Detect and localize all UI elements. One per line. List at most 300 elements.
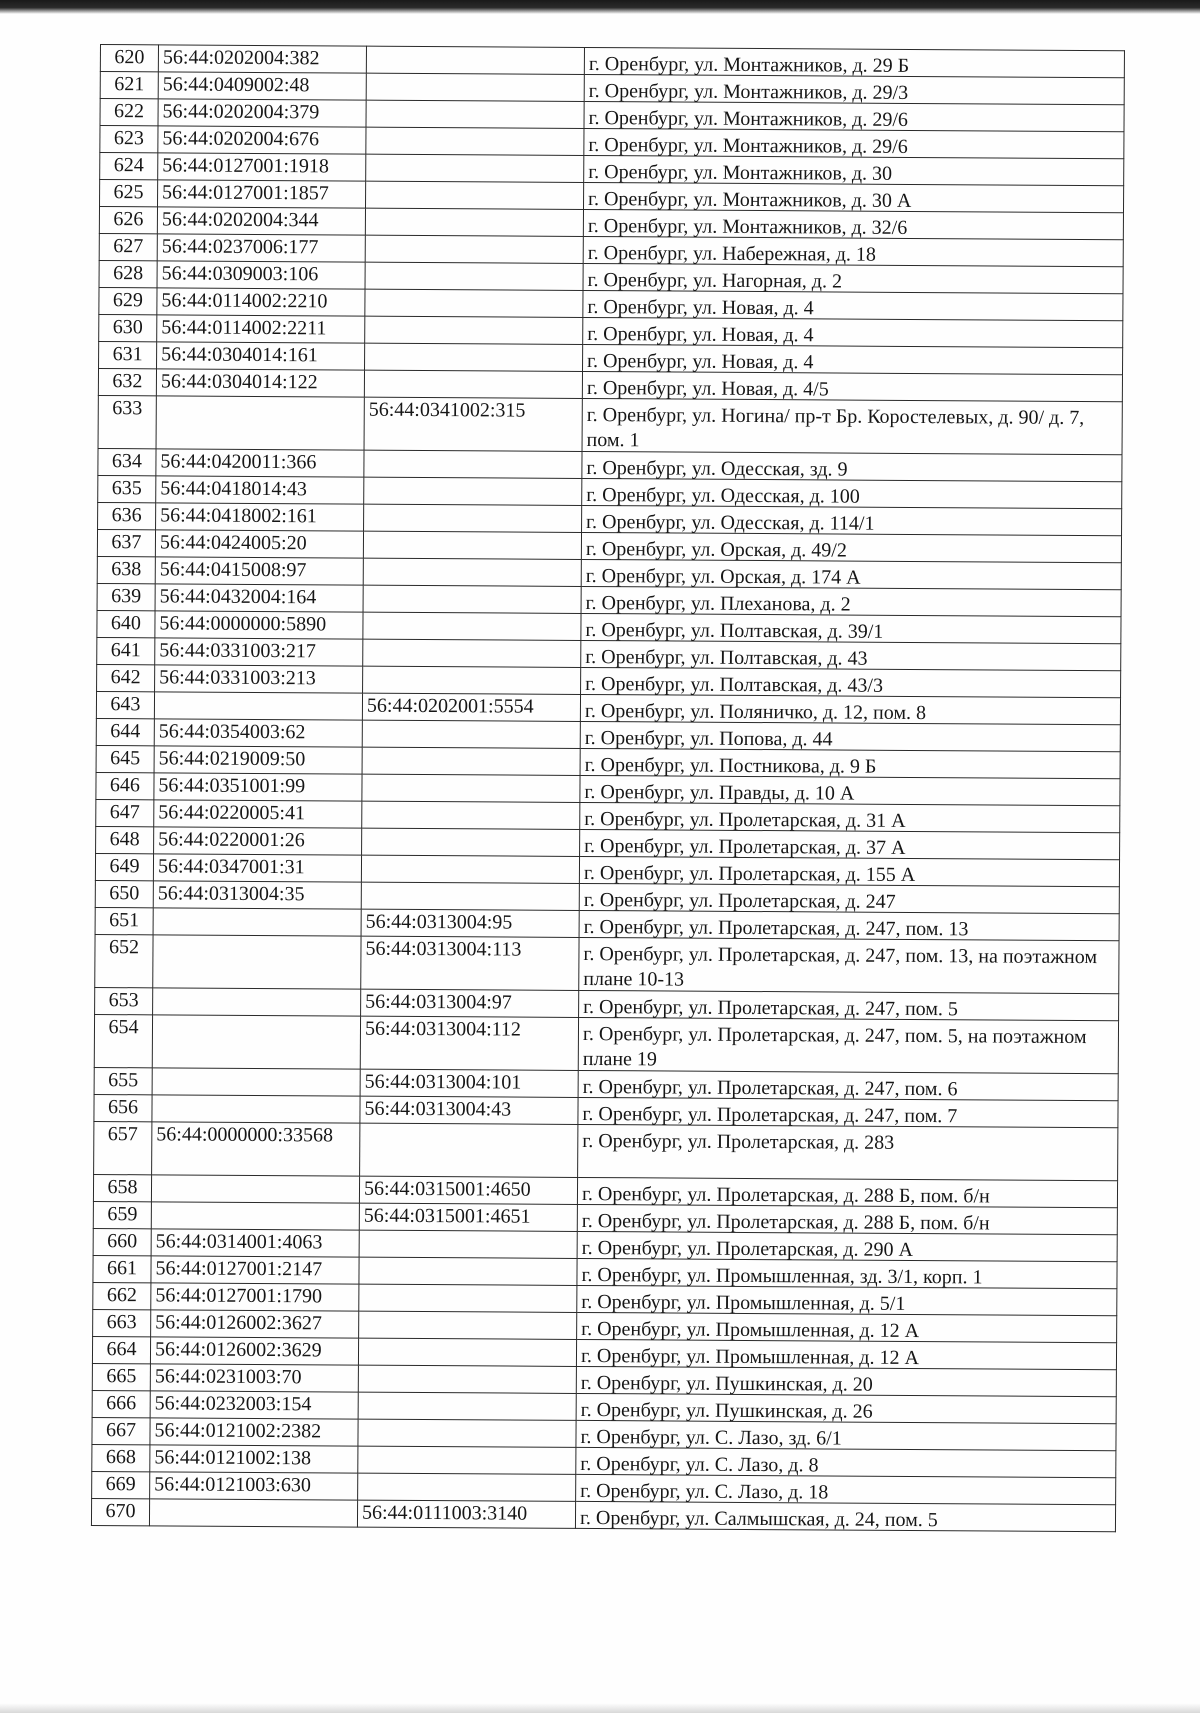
cadastral-number-land-text: 56:44:0418014:43 [160, 477, 308, 501]
cadastral-number-land-text: 56:44:0309003:106 [161, 262, 319, 286]
address-text: г. Оренбург, ул. Пролетарская, д. 31 А [584, 807, 906, 832]
table-cell-cadastral-number-land [158, 126, 366, 154]
table-cell-cadastral-number-land [157, 315, 365, 343]
table-cell-cadastral-number-premises [361, 855, 579, 883]
cadastral-number-premises-text: 56:44:0111003:3140 [361, 1501, 528, 1525]
table-cell-cadastral-number-premises [365, 289, 583, 317]
address-text: г. Оренбург, ул. Полтавская, д. 39/1 [585, 618, 884, 643]
table-cell-cadastral-number-premises [366, 100, 584, 128]
row-number-text: 655 [108, 1069, 139, 1092]
table-cell-cadastral-number-premises [365, 316, 583, 344]
cadastral-number-land-text: 56:44:0418002:161 [160, 504, 317, 528]
cadastral-number-land-text: 56:44:0409002:48 [162, 73, 310, 97]
cadastral-number-land-text: 56:44:0121002:138 [154, 1446, 312, 1470]
table-cell-cadastral-number-premises [359, 1230, 577, 1258]
table-cell-row-number [96, 718, 154, 745]
address-text: г. Оренбург, ул. Пролетарская, д. 247 [583, 888, 896, 913]
row-number-text: 622 [114, 100, 145, 123]
cadastral-number-premises-text: 56:44:0315001:4650 [363, 1177, 531, 1201]
cadastral-number-land-text: 56:44:0220005:41 [158, 801, 306, 825]
cadastral-number-land-text: 56:44:0351001:99 [158, 774, 306, 798]
table-cell-cadastral-number-premises [361, 989, 579, 1017]
address-text: г. Оренбург, ул. Пролетарская, д. 247, пом. 6 [582, 1075, 958, 1101]
table-cell-row-number [100, 180, 158, 207]
address-text: г. Оренбург, ул. Новая, д. 4 [587, 295, 814, 320]
address-text: г. Оренбург, ул. С. Лазо, д. 18 [580, 1479, 829, 1504]
row-number-text: 647 [109, 801, 140, 824]
cadastral-number-land-text: 56:44:0000000:33568 [156, 1123, 334, 1147]
table-cell-row-number [96, 799, 154, 826]
table-cell-row-number [93, 1201, 151, 1228]
address-text: г. Оренбург, ул. Монтажников, д. 30 А [587, 187, 912, 212]
table-cell-cadastral-number-premises [358, 1419, 576, 1447]
row-number-text: 656 [107, 1096, 139, 1119]
cadastral-number-land-text: 56:44:0313004:35 [157, 882, 305, 906]
table-cell-row-number [92, 1336, 150, 1363]
table-cell-cadastral-number-land [156, 449, 364, 477]
table-cell-cadastral-number-premises [361, 936, 579, 990]
cadastral-number-land-text: 56:44:0420011:366 [160, 450, 317, 474]
row-number-text: 640 [110, 612, 142, 635]
table-cell-row-number [99, 260, 157, 287]
address-text: г. Оренбург, ул. Пролетарская, д. 37 А [584, 834, 906, 859]
table-cell-cadastral-number-premises [366, 46, 584, 74]
table-cell-row-number [97, 583, 155, 610]
table-cell-row-number [100, 72, 158, 99]
table-cell-row-number [95, 987, 153, 1014]
row-number-text: 621 [114, 73, 145, 96]
row-number-text: 653 [108, 989, 139, 1012]
table-cell-cadastral-number-land [151, 1310, 359, 1338]
table-cell-cadastral-number-land [154, 773, 362, 801]
table-cell-cadastral-number-premises [364, 370, 582, 398]
table-cell-row-number [95, 907, 153, 934]
table-cell-row-number [98, 448, 156, 475]
cadastral-number-premises-text: 56:44:0341002:315 [368, 398, 526, 422]
table-cell-cadastral-number-land [153, 908, 361, 936]
table-cell-cadastral-number-land [158, 72, 366, 100]
table-cell-cadastral-number-land [152, 1095, 360, 1123]
table-cell-cadastral-number-land [154, 719, 362, 747]
table-cell-cadastral-number-land [152, 1122, 360, 1176]
table-cell-cadastral-number-land [151, 1175, 359, 1203]
row-number-text: 646 [109, 774, 141, 797]
table-cell-cadastral-number-land [158, 99, 366, 127]
cadastral-number-premises-text: 56:44:0313004:95 [365, 910, 513, 934]
cadastral-number-land-text: 56:44:0000000:5890 [159, 612, 327, 636]
table-cell-cadastral-number-land [158, 45, 366, 73]
table-cell-cadastral-number-premises [358, 1338, 576, 1366]
table-cell-row-number [97, 637, 155, 664]
table-cell-address [582, 451, 1122, 481]
row-number-text: 637 [111, 531, 142, 554]
cadastral-number-land-text: 56:44:0415008:97 [159, 558, 307, 582]
cadastral-number-land-text: 56:44:0220001:26 [158, 828, 305, 852]
cadastral-number-land-text: 56:44:0432004:164 [159, 585, 317, 609]
address-text: г. Оренбург, ул. Поляничко, д. 12, пом. 8 [584, 699, 927, 725]
address-text: г. Оренбург, ул. Ногина/ пр-т Бр. Коростелевых, д. 90/ д. 7, пом. 1 [586, 403, 1085, 452]
row-number-text: 670 [105, 1500, 136, 1523]
row-number-text: 651 [109, 909, 140, 932]
table-cell-row-number [99, 314, 157, 341]
cadastral-number-land-text: 56:44:0232003:154 [154, 1392, 312, 1416]
table-cell-cadastral-number-land [157, 261, 365, 289]
cadastral-number-land-text: 56:44:0424005:20 [159, 531, 307, 555]
table-cell-cadastral-number-land [155, 611, 363, 639]
table-cell-cadastral-number-land [155, 557, 363, 585]
table-cell-row-number [97, 664, 155, 691]
row-number-text: 623 [113, 127, 144, 150]
address-text: г. Оренбург, ул. Одесская, д. 100 [586, 483, 860, 508]
row-number-text: 650 [109, 882, 140, 905]
table-cell-cadastral-number-land [157, 207, 365, 235]
row-number-text: 661 [106, 1257, 138, 1280]
cadastral-number-premises-text: 56:44:0313004:43 [364, 1097, 512, 1121]
address-text: г. Оренбург, ул. Пролетарская, д. 247, пом. 5 [583, 995, 959, 1021]
table-cell-cadastral-number-land [151, 1202, 359, 1230]
table-cell-row-number [93, 1228, 151, 1255]
table-row [95, 934, 1119, 993]
table-cell-row-number [92, 1444, 150, 1471]
table-cell-address [582, 398, 1122, 454]
table-cell-cadastral-number-premises [363, 558, 581, 586]
table-cell-cadastral-number-premises [366, 181, 584, 209]
cadastral-number-land-text: 56:44:0126002:3627 [155, 1311, 322, 1335]
table-cell-row-number [94, 1067, 152, 1094]
row-number-text: 645 [110, 747, 141, 770]
table-cell-cadastral-number-land [150, 1445, 358, 1473]
table-cell-cadastral-number-land [155, 638, 363, 666]
row-number-text: 643 [110, 693, 141, 716]
table-cell-cadastral-number-land [153, 988, 361, 1016]
table-cell-cadastral-number-premises [361, 909, 579, 937]
table-cell-address [578, 1070, 1118, 1100]
cadastral-number-land-text: 56:44:0202004:344 [161, 208, 319, 232]
row-number-text: 659 [107, 1203, 138, 1226]
address-text: г. Оренбург, ул. Новая, д. 4/5 [586, 376, 829, 401]
table-cell-row-number [98, 395, 156, 448]
row-number-text: 631 [112, 343, 143, 366]
table-cell-address [577, 1177, 1117, 1207]
table-cell-row-number [95, 934, 153, 987]
table-cell-address [579, 937, 1119, 993]
cadastral-number-land-text: 56:44:0314001:4063 [155, 1230, 323, 1254]
address-text: г. Оренбург, ул. Пролетарская, д. 247, пом. 7 [582, 1102, 958, 1128]
cadastral-number-land-text: 56:44:0237006:177 [161, 235, 319, 259]
table-cell-cadastral-number-land [156, 503, 364, 531]
row-number-text: 624 [113, 154, 144, 177]
cadastral-number-land-text: 56:44:0202004:676 [162, 127, 320, 151]
row-number-text: 634 [111, 450, 143, 473]
row-number-text: 644 [110, 720, 141, 743]
address-text: г. Оренбург, ул. Нагорная, д. 2 [587, 268, 843, 293]
cadastral-number-land-text: 56:44:0331003:217 [159, 639, 317, 663]
table-cell-cadastral-number-premises [363, 585, 581, 613]
table-cell-cadastral-number-premises [362, 801, 580, 829]
table-cell-cadastral-number-land [152, 1015, 360, 1069]
table-cell-cadastral-number-premises [360, 1123, 578, 1177]
scan-edge-bottom [0, 1703, 1200, 1713]
table-cell-cadastral-number-premises [360, 1096, 578, 1124]
table-cell-row-number [92, 1363, 150, 1390]
address-text: г. Оренбург, ул. Полтавская, д. 43/3 [585, 672, 884, 697]
table-cell-cadastral-number-premises [362, 693, 580, 721]
table-cell-cadastral-number-premises [364, 504, 582, 532]
table-cell-cadastral-number-land [150, 1391, 358, 1419]
table-cell-cadastral-number-premises [366, 154, 584, 182]
cadastral-number-land-text: 56:44:0347001:31 [157, 855, 305, 879]
table-cell-cadastral-number-land [154, 746, 362, 774]
row-number-text: 658 [107, 1176, 138, 1199]
row-number-text: 632 [112, 370, 143, 393]
address-text: г. Оренбург, ул. Правды, д. 10 А [584, 780, 855, 805]
table-cell-cadastral-number-premises [359, 1203, 577, 1231]
table-cell-cadastral-number-premises [365, 343, 583, 371]
table-cell-cadastral-number-premises [359, 1176, 577, 1204]
table-cell-cadastral-number-land [151, 1283, 359, 1311]
row-number-text: 620 [114, 46, 145, 69]
table-cell-row-number [96, 772, 154, 799]
cadastral-number-land-text: 56:44:0231003:70 [154, 1365, 302, 1389]
row-number-text: 662 [106, 1284, 137, 1307]
table-cell-row-number [92, 1390, 150, 1417]
cadastral-number-premises-text: 56:44:0202001:5554 [366, 694, 534, 718]
row-number-text: 642 [110, 666, 141, 689]
table-cell-row-number [100, 45, 158, 72]
cadastral-number-land-text: 56:44:0126002:3629 [154, 1338, 322, 1362]
table-cell-cadastral-number-land [154, 800, 362, 828]
table-cell-cadastral-number-premises [361, 882, 579, 910]
row-number-text: 635 [111, 477, 142, 500]
address-text: г. Оренбург, ул. С. Лазо, д. 8 [580, 1452, 819, 1477]
table-cell-row-number [99, 341, 157, 368]
table-cell-cadastral-number-land [152, 1068, 360, 1096]
table-cell-row-number [95, 853, 153, 880]
table-cell-cadastral-number-land [153, 854, 361, 882]
row-number-text: 641 [110, 639, 141, 662]
cadastral-number-premises-text: 56:44:0313004:101 [364, 1070, 522, 1094]
address-text: г. Оренбург, ул. Монтажников, д. 30 [588, 160, 893, 185]
table-cell-cadastral-number-premises [360, 1016, 578, 1070]
row-number-text: 638 [111, 558, 142, 581]
table-cell-cadastral-number-land [156, 396, 364, 450]
table-cell-cadastral-number-land [157, 342, 365, 370]
table-cell-row-number [96, 745, 154, 772]
table-cell-row-number [100, 99, 158, 126]
table-cell-cadastral-number-land [158, 180, 366, 208]
table-cell-cadastral-number-land [157, 234, 365, 262]
address-text: г. Оренбург, ул. Пролетарская, д. 247, пом. 5, на поэтажном плане 19 [582, 1022, 1087, 1071]
row-number-text: 666 [106, 1392, 137, 1415]
row-number-text: 668 [105, 1446, 136, 1469]
row-number-text: 633 [112, 397, 143, 420]
address-text: г. Оренбург, ул. Промышленная, д. 12 А [580, 1344, 920, 1370]
address-text: г. Оренбург, ул. Постникова, д. 9 Б [584, 753, 877, 778]
table-cell-cadastral-number-premises [359, 1284, 577, 1312]
row-number-text: 636 [111, 504, 142, 527]
cadastral-number-land-text: 56:44:0219009:50 [158, 747, 306, 771]
cadastral-number-land-text: 56:44:0354003:62 [158, 720, 306, 744]
table-cell-row-number [93, 1309, 151, 1336]
table-cell-cadastral-number-premises [362, 774, 580, 802]
address-text: г. Оренбург, ул. Монтажников, д. 29/6 [588, 133, 908, 158]
table-cell-row-number [96, 826, 154, 853]
row-number-text: 667 [105, 1419, 137, 1442]
row-number-text: 657 [107, 1123, 138, 1146]
table-cell-cadastral-number-premises [363, 639, 581, 667]
table-cell-row-number [94, 1014, 152, 1067]
table-cell-cadastral-number-land [150, 1472, 358, 1500]
address-text: г. Оренбург, ул. Салмышская, д. 24, пом. 5 [579, 1506, 938, 1532]
table-cell-cadastral-number-premises [364, 397, 582, 451]
table-body [91, 45, 1124, 1532]
cadastral-number-premises-text: 56:44:0313004:97 [365, 990, 512, 1014]
table-cell-row-number [98, 475, 156, 502]
table-cell-row-number [95, 880, 153, 907]
table-cell-cadastral-number-premises [364, 450, 582, 478]
table-row [94, 1014, 1118, 1073]
address-text: г. Оренбург, ул. Полтавская, д. 43 [585, 645, 868, 670]
row-number-text: 625 [113, 181, 144, 204]
cadastral-number-land-text: 56:44:0304014:161 [161, 343, 318, 367]
table-cell-cadastral-number-premises [364, 477, 582, 505]
table-cell-cadastral-number-premises [363, 612, 581, 640]
table-cell-row-number [94, 1094, 152, 1121]
table-cell-cadastral-number-land [157, 288, 365, 316]
address-text: г. Оренбург, ул. Орская, д. 174 А [585, 564, 861, 589]
table-cell-row-number [99, 233, 157, 260]
cadastral-number-premises-text: 56:44:0313004:112 [364, 1017, 521, 1041]
row-number-text: 627 [113, 235, 144, 258]
table-cell-row-number [93, 1255, 151, 1282]
address-text: г. Оренбург, ул. Пушкинская, д. 20 [580, 1371, 873, 1396]
row-number-text: 648 [109, 828, 140, 851]
table-cell-cadastral-number-premises [358, 1446, 576, 1474]
property-table [91, 44, 1125, 1532]
row-number-text: 626 [113, 208, 144, 231]
table-cell-cadastral-number-premises [358, 1392, 576, 1420]
row-number-text: 639 [111, 585, 142, 608]
table-cell-cadastral-number-premises [365, 235, 583, 263]
table-cell-cadastral-number-premises [359, 1311, 577, 1339]
table-cell-row-number [99, 207, 157, 234]
table-cell-address [578, 1017, 1118, 1073]
cadastral-number-premises-text: 56:44:0313004:113 [365, 937, 522, 961]
cadastral-number-land-text: 56:44:0121002:2382 [154, 1419, 322, 1443]
cadastral-number-premises-text: 56:44:0315001:4651 [363, 1204, 531, 1228]
table-cell-row-number [100, 126, 158, 153]
table-cell-cadastral-number-land [153, 935, 361, 989]
cadastral-number-land-text: 56:44:0331003:213 [159, 666, 316, 690]
cadastral-number-land-text: 56:44:0127001:1918 [162, 154, 329, 178]
table-cell-cadastral-number-premises [362, 720, 580, 748]
row-number-text: 652 [108, 936, 140, 959]
row-number-text: 649 [109, 855, 140, 878]
table-cell-cadastral-number-land [150, 1418, 358, 1446]
row-number-text: 669 [105, 1473, 136, 1496]
row-number-text: 630 [112, 316, 143, 339]
address-text: г. Оренбург, ул. Пушкинская, д. 26 [580, 1398, 873, 1423]
table-cell-row-number [97, 529, 155, 556]
table-cell-address [584, 47, 1124, 77]
table-cell-row-number [92, 1471, 150, 1498]
table-cell-cadastral-number-land [150, 1364, 358, 1392]
table-cell-cadastral-number-premises [363, 531, 581, 559]
table-cell-cadastral-number-land [151, 1256, 359, 1284]
address-text: г. Оренбург, ул. Пролетарская, д. 283 [582, 1129, 895, 1154]
table-cell-cadastral-number-land [151, 1229, 359, 1257]
table-cell-row-number [91, 1498, 149, 1525]
cadastral-number-land-text: 56:44:0127001:1857 [162, 181, 329, 205]
table-cell-cadastral-number-premises [358, 1365, 576, 1393]
address-text: г. Оренбург, ул. Промышленная, д. 5/1 [581, 1290, 906, 1315]
address-text: г. Оренбург, ул. Попова, д. 44 [584, 726, 833, 751]
table-cell-cadastral-number-premises [357, 1500, 575, 1528]
table-cell-cadastral-number-land [155, 584, 363, 612]
address-text: г. Оренбург, ул. Новая, д. 4 [587, 322, 814, 347]
row-number-text: 629 [112, 289, 144, 312]
table-cell-cadastral-number-land [154, 827, 362, 855]
table-row [98, 395, 1122, 454]
address-text: г. Оренбург, ул. Набережная, д. 18 [587, 241, 876, 266]
cadastral-number-land-text: 56:44:0127001:2147 [155, 1257, 323, 1281]
table-cell-cadastral-number-premises [358, 1473, 576, 1501]
table-cell-row-number [98, 502, 156, 529]
row-number-text: 660 [107, 1230, 138, 1253]
cadastral-number-land-text: 56:44:0304014:122 [160, 370, 318, 394]
table-cell-cadastral-number-land [149, 1499, 357, 1527]
table-cell-cadastral-number-premises [360, 1069, 578, 1097]
row-number-text: 628 [113, 262, 144, 285]
address-text: г. Оренбург, ул. Промышленная, д. 12 А [581, 1317, 920, 1343]
table-cell-cadastral-number-premises [365, 262, 583, 290]
address-text: г. Оренбург, ул. Пролетарская, д. 247, пом. 13 [583, 915, 969, 941]
row-number-text: 664 [106, 1338, 137, 1361]
cadastral-number-land-text: 56:44:0202004:379 [162, 100, 320, 124]
table-cell-cadastral-number-land [150, 1337, 358, 1365]
cadastral-number-land-text: 56:44:0114002:2211 [161, 316, 327, 340]
table-cell-cadastral-number-land [156, 476, 364, 504]
address-text: г. Оренбург, ул. Одесская, д. 114/1 [586, 510, 875, 535]
address-text: г. Оренбург, ул. Монтажников, д. 29/6 [588, 106, 909, 131]
table-cell-address [579, 990, 1119, 1020]
address-text: г. Оренбург, ул. Пролетарская, д. 288 Б, пом. б/н [581, 1209, 990, 1235]
row-number-text: 665 [106, 1365, 137, 1388]
row-number-text: 654 [108, 1016, 139, 1039]
table-cell-cadastral-number-land [158, 153, 366, 181]
table-cell-row-number [92, 1417, 150, 1444]
row-number-text: 663 [106, 1311, 137, 1334]
table-wrapper [91, 44, 1124, 1532]
table-cell-cadastral-number-premises [362, 828, 580, 856]
address-text: г. Оренбург, ул. Монтажников, д. 29 Б [588, 52, 910, 77]
address-text: г. Оренбург, ул. Плеханова, д. 2 [585, 591, 851, 616]
address-text: г. Оренбург, ул. Монтажников, д. 32/6 [587, 214, 908, 239]
address-text: г. Оренбург, ул. Орская, д. 49/2 [585, 537, 847, 562]
table-cell-cadastral-number-premises [362, 747, 580, 775]
table-cell-address [578, 1124, 1118, 1180]
table-cell-cadastral-number-land [156, 369, 364, 397]
address-text: г. Оренбург, ул. Пролетарская, д. 290 А [581, 1236, 914, 1261]
address-text: г. Оренбург, ул. Монтажников, д. 29/3 [588, 79, 909, 104]
address-text: г. Оренбург, ул. С. Лазо, зд. 6/1 [580, 1425, 842, 1450]
table-cell-row-number [100, 153, 158, 180]
cadastral-number-land-text: 56:44:0202004:382 [162, 46, 320, 70]
address-text: г. Оренбург, ул. Пролетарская, д. 155 А [583, 861, 916, 886]
cadastral-number-land-text: 56:44:0127001:1790 [155, 1284, 323, 1308]
address-text: г. Оренбург, ул. Пролетарская, д. 247, пом. 13, на поэтажном плане 10-13 [583, 942, 1098, 991]
table-cell-row-number [97, 610, 155, 637]
